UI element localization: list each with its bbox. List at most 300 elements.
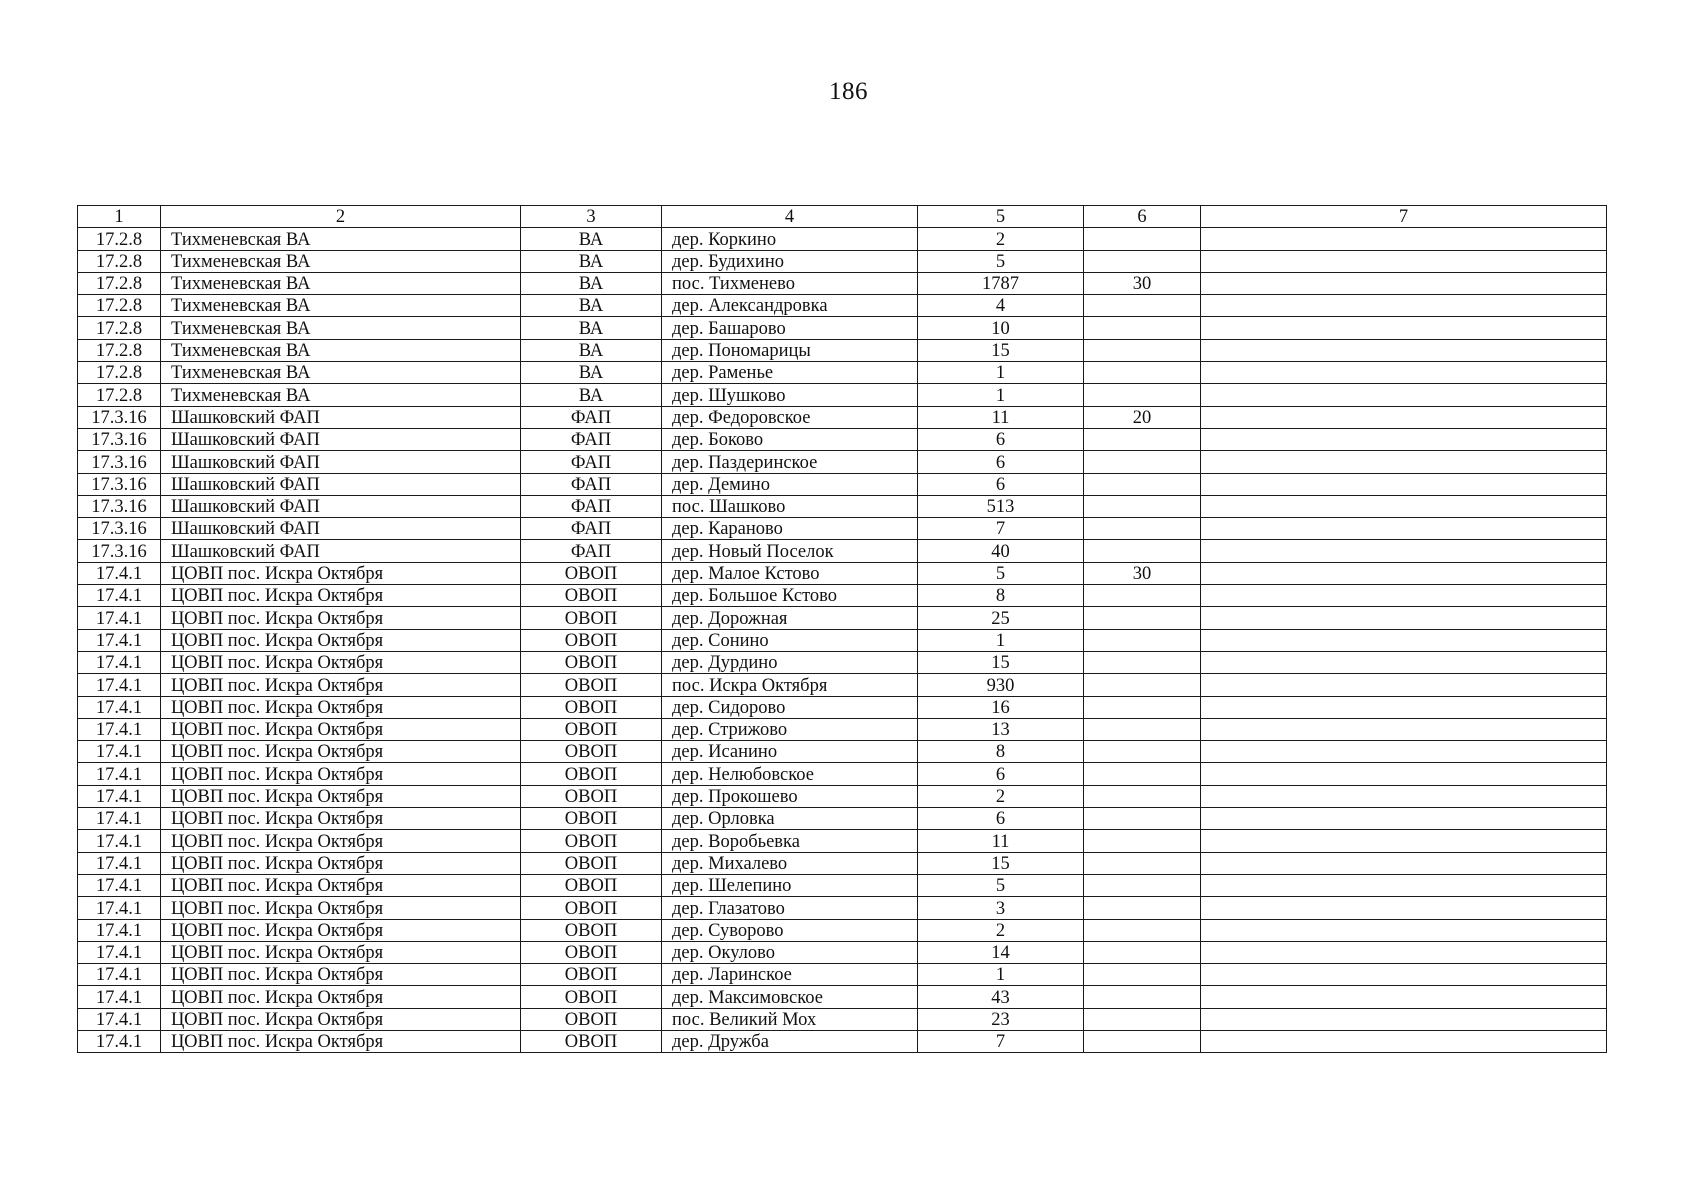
column-header-3: 3 — [521, 206, 662, 228]
row-code-cell: 17.4.1 — [78, 696, 161, 718]
facility-type-cell: ВА — [521, 339, 662, 361]
settlement-name-cell: дер. Стрижово — [662, 718, 918, 740]
settlement-name-cell: дер. Демино — [662, 473, 918, 495]
settlement-name-cell: дер. Большое Кстово — [662, 585, 918, 607]
facility-name-cell: Тихменевская ВА — [161, 362, 521, 384]
table-body — [78, 206, 1607, 1053]
distance-cell — [1084, 830, 1201, 852]
note-cell — [1201, 585, 1607, 607]
table-row — [78, 607, 1607, 629]
facility-type-cell: ФАП — [521, 473, 662, 495]
facility-type-cell: ОВОП — [521, 763, 662, 785]
note-cell — [1201, 718, 1607, 740]
note-cell — [1201, 941, 1607, 963]
distance-cell — [1084, 897, 1201, 919]
facility-name-cell: ЦОВП пос. Искра Октября — [161, 874, 521, 896]
population-cell: 6 — [918, 473, 1084, 495]
note-cell — [1201, 674, 1607, 696]
table-row — [78, 585, 1607, 607]
settlement-name-cell: пос. Тихменево — [662, 272, 918, 294]
facility-type-cell: ОВОП — [521, 941, 662, 963]
row-code-cell: 17.2.8 — [78, 295, 161, 317]
table-row — [78, 250, 1607, 272]
settlement-name-cell: дер. Шелепино — [662, 874, 918, 896]
distance-cell — [1084, 362, 1201, 384]
note-cell — [1201, 1030, 1607, 1052]
facility-name-cell: ЦОВП пос. Искра Октября — [161, 562, 521, 584]
population-cell: 1 — [918, 384, 1084, 406]
population-cell: 14 — [918, 941, 1084, 963]
note-cell — [1201, 763, 1607, 785]
settlements-table — [77, 205, 1607, 1053]
row-code-cell: 17.3.16 — [78, 406, 161, 428]
header-row — [78, 206, 1607, 228]
row-code-cell: 17.4.1 — [78, 562, 161, 584]
row-code-cell: 17.2.8 — [78, 228, 161, 250]
table-row — [78, 562, 1607, 584]
population-cell: 11 — [918, 830, 1084, 852]
settlement-name-cell: дер. Дружба — [662, 1030, 918, 1052]
population-cell: 5 — [918, 874, 1084, 896]
facility-type-cell: ФАП — [521, 518, 662, 540]
facility-name-cell: ЦОВП пос. Искра Октября — [161, 674, 521, 696]
distance-cell — [1084, 473, 1201, 495]
population-cell: 5 — [918, 250, 1084, 272]
table-row — [78, 897, 1607, 919]
distance-cell — [1084, 964, 1201, 986]
row-code-cell: 17.4.1 — [78, 629, 161, 651]
note-cell — [1201, 228, 1607, 250]
population-cell: 2 — [918, 785, 1084, 807]
note-cell — [1201, 540, 1607, 562]
distance-cell — [1084, 919, 1201, 941]
facility-name-cell: Тихменевская ВА — [161, 272, 521, 294]
table-row — [78, 785, 1607, 807]
facility-name-cell: Тихменевская ВА — [161, 295, 521, 317]
settlement-name-cell: дер. Коркино — [662, 228, 918, 250]
distance-cell — [1084, 1008, 1201, 1030]
note-cell — [1201, 272, 1607, 294]
distance-cell — [1084, 1030, 1201, 1052]
row-code-cell: 17.4.1 — [78, 941, 161, 963]
settlement-name-cell: пос. Великий Мох — [662, 1008, 918, 1030]
facility-type-cell: ОВОП — [521, 718, 662, 740]
settlement-name-cell: дер. Башарово — [662, 317, 918, 339]
distance-cell — [1084, 741, 1201, 763]
table-row — [78, 763, 1607, 785]
facility-type-cell: ОВОП — [521, 629, 662, 651]
facility-name-cell: ЦОВП пос. Искра Октября — [161, 718, 521, 740]
settlement-name-cell: дер. Караново — [662, 518, 918, 540]
facility-name-cell: Шашковский ФАП — [161, 428, 521, 450]
note-cell — [1201, 562, 1607, 584]
note-cell — [1201, 428, 1607, 450]
distance-cell: 30 — [1084, 562, 1201, 584]
settlement-name-cell: дер. Глазатово — [662, 897, 918, 919]
facility-type-cell: ВА — [521, 295, 662, 317]
table-row — [78, 964, 1607, 986]
settlement-name-cell: дер. Максимовское — [662, 986, 918, 1008]
row-code-cell: 17.2.8 — [78, 362, 161, 384]
population-cell: 1 — [918, 629, 1084, 651]
facility-type-cell: ОВОП — [521, 830, 662, 852]
facility-type-cell: ОВОП — [521, 785, 662, 807]
row-code-cell: 17.4.1 — [78, 651, 161, 673]
facility-name-cell: ЦОВП пос. Искра Октября — [161, 941, 521, 963]
distance-cell — [1084, 607, 1201, 629]
note-cell — [1201, 406, 1607, 428]
table-row — [78, 941, 1607, 963]
facility-name-cell: ЦОВП пос. Искра Октября — [161, 808, 521, 830]
facility-type-cell: ОВОП — [521, 897, 662, 919]
distance-cell — [1084, 986, 1201, 1008]
table-row — [78, 986, 1607, 1008]
facility-name-cell: ЦОВП пос. Искра Октября — [161, 986, 521, 1008]
distance-cell — [1084, 384, 1201, 406]
table-row — [78, 384, 1607, 406]
table-row — [78, 428, 1607, 450]
table-row — [78, 741, 1607, 763]
settlement-name-cell: пос. Искра Октября — [662, 674, 918, 696]
note-cell — [1201, 830, 1607, 852]
row-code-cell: 17.3.16 — [78, 428, 161, 450]
distance-cell: 30 — [1084, 272, 1201, 294]
row-code-cell: 17.3.16 — [78, 495, 161, 517]
facility-type-cell: ВА — [521, 228, 662, 250]
note-cell — [1201, 986, 1607, 1008]
row-code-cell: 17.2.8 — [78, 272, 161, 294]
settlement-name-cell: дер. Раменье — [662, 362, 918, 384]
distance-cell: 20 — [1084, 406, 1201, 428]
row-code-cell: 17.2.8 — [78, 317, 161, 339]
row-code-cell: 17.4.1 — [78, 785, 161, 807]
facility-name-cell: Тихменевская ВА — [161, 317, 521, 339]
table-row — [78, 852, 1607, 874]
distance-cell — [1084, 874, 1201, 896]
column-header-6: 6 — [1084, 206, 1201, 228]
row-code-cell: 17.4.1 — [78, 763, 161, 785]
facility-name-cell: Шашковский ФАП — [161, 451, 521, 473]
settlement-name-cell: дер. Федоровское — [662, 406, 918, 428]
facility-name-cell: Шашковский ФАП — [161, 518, 521, 540]
table-row — [78, 696, 1607, 718]
row-code-cell: 17.4.1 — [78, 741, 161, 763]
settlement-name-cell: пос. Шашково — [662, 495, 918, 517]
facility-type-cell: ОВОП — [521, 585, 662, 607]
note-cell — [1201, 897, 1607, 919]
settlement-name-cell: дер. Нелюбовское — [662, 763, 918, 785]
column-header-7: 7 — [1201, 206, 1607, 228]
settlement-name-cell: дер. Михалево — [662, 852, 918, 874]
distance-cell — [1084, 540, 1201, 562]
distance-cell — [1084, 696, 1201, 718]
column-header-4: 4 — [662, 206, 918, 228]
settlement-name-cell: дер. Прокошево — [662, 785, 918, 807]
population-cell: 1 — [918, 964, 1084, 986]
distance-cell — [1084, 674, 1201, 696]
distance-cell — [1084, 585, 1201, 607]
table-row — [78, 674, 1607, 696]
population-cell: 513 — [918, 495, 1084, 517]
facility-type-cell: ФАП — [521, 428, 662, 450]
distance-cell — [1084, 518, 1201, 540]
facility-type-cell: ОВОП — [521, 874, 662, 896]
facility-type-cell: ВА — [521, 250, 662, 272]
row-code-cell: 17.4.1 — [78, 674, 161, 696]
population-cell: 11 — [918, 406, 1084, 428]
population-cell: 8 — [918, 585, 1084, 607]
facility-name-cell: Тихменевская ВА — [161, 384, 521, 406]
table-row — [78, 874, 1607, 896]
note-cell — [1201, 250, 1607, 272]
row-code-cell: 17.4.1 — [78, 585, 161, 607]
facility-name-cell: ЦОВП пос. Искра Октября — [161, 763, 521, 785]
table-row — [78, 718, 1607, 740]
distance-cell — [1084, 808, 1201, 830]
population-cell: 3 — [918, 897, 1084, 919]
facility-name-cell: Шашковский ФАП — [161, 473, 521, 495]
settlement-name-cell: дер. Дорожная — [662, 607, 918, 629]
facility-type-cell: ОВОП — [521, 964, 662, 986]
facility-name-cell: ЦОВП пос. Искра Октября — [161, 585, 521, 607]
row-code-cell: 17.4.1 — [78, 1030, 161, 1052]
settlement-name-cell: дер. Паздеринское — [662, 451, 918, 473]
distance-cell — [1084, 629, 1201, 651]
population-cell: 23 — [918, 1008, 1084, 1030]
table-row — [78, 228, 1607, 250]
row-code-cell: 17.4.1 — [78, 964, 161, 986]
table-row — [78, 1030, 1607, 1052]
facility-type-cell: ОВОП — [521, 986, 662, 1008]
population-cell: 4 — [918, 295, 1084, 317]
settlement-name-cell: дер. Сонино — [662, 629, 918, 651]
table-row — [78, 830, 1607, 852]
note-cell — [1201, 495, 1607, 517]
table-row — [78, 651, 1607, 673]
facility-name-cell: ЦОВП пос. Искра Октября — [161, 607, 521, 629]
row-code-cell: 17.3.16 — [78, 518, 161, 540]
facility-name-cell: Шашковский ФАП — [161, 540, 521, 562]
table-row — [78, 473, 1607, 495]
facility-name-cell: Шашковский ФАП — [161, 495, 521, 517]
settlement-name-cell: дер. Будихино — [662, 250, 918, 272]
population-cell: 930 — [918, 674, 1084, 696]
facility-name-cell: ЦОВП пос. Искра Октября — [161, 964, 521, 986]
row-code-cell: 17.4.1 — [78, 874, 161, 896]
distance-cell — [1084, 339, 1201, 361]
population-cell: 13 — [918, 718, 1084, 740]
settlement-name-cell: дер. Ларинское — [662, 964, 918, 986]
note-cell — [1201, 629, 1607, 651]
note-cell — [1201, 874, 1607, 896]
note-cell — [1201, 852, 1607, 874]
settlement-name-cell: дер. Малое Кстово — [662, 562, 918, 584]
page-number: 186 — [829, 78, 868, 105]
population-cell: 16 — [918, 696, 1084, 718]
note-cell — [1201, 473, 1607, 495]
table-row — [78, 339, 1607, 361]
population-cell: 1 — [918, 362, 1084, 384]
facility-type-cell: ВА — [521, 272, 662, 294]
facility-type-cell: ФАП — [521, 406, 662, 428]
distance-cell — [1084, 495, 1201, 517]
note-cell — [1201, 964, 1607, 986]
facility-type-cell: ВА — [521, 362, 662, 384]
settlement-name-cell: дер. Шушково — [662, 384, 918, 406]
note-cell — [1201, 1008, 1607, 1030]
distance-cell — [1084, 250, 1201, 272]
distance-cell — [1084, 941, 1201, 963]
distance-cell — [1084, 317, 1201, 339]
note-cell — [1201, 607, 1607, 629]
population-cell: 15 — [918, 852, 1084, 874]
row-code-cell: 17.2.8 — [78, 339, 161, 361]
settlement-name-cell: дер. Орловка — [662, 808, 918, 830]
facility-type-cell: ОВОП — [521, 651, 662, 673]
column-header-2: 2 — [161, 206, 521, 228]
settlement-name-cell: дер. Дурдино — [662, 651, 918, 673]
note-cell — [1201, 362, 1607, 384]
row-code-cell: 17.2.8 — [78, 384, 161, 406]
facility-name-cell: Тихменевская ВА — [161, 250, 521, 272]
row-code-cell: 17.4.1 — [78, 919, 161, 941]
facility-name-cell: ЦОВП пос. Искра Октября — [161, 651, 521, 673]
distance-cell — [1084, 763, 1201, 785]
population-cell: 40 — [918, 540, 1084, 562]
facility-type-cell: ВА — [521, 317, 662, 339]
facility-type-cell: ОВОП — [521, 562, 662, 584]
facility-name-cell: ЦОВП пос. Искра Октября — [161, 919, 521, 941]
table-row — [78, 629, 1607, 651]
table-row — [78, 406, 1607, 428]
facility-name-cell: ЦОВП пос. Искра Октября — [161, 629, 521, 651]
population-cell: 6 — [918, 428, 1084, 450]
population-cell: 5 — [918, 562, 1084, 584]
table-row — [78, 451, 1607, 473]
facility-name-cell: ЦОВП пос. Искра Октября — [161, 1008, 521, 1030]
population-cell: 10 — [918, 317, 1084, 339]
facility-name-cell: ЦОВП пос. Искра Октября — [161, 830, 521, 852]
settlement-name-cell: дер. Исанино — [662, 741, 918, 763]
note-cell — [1201, 808, 1607, 830]
column-header-1: 1 — [78, 206, 161, 228]
facility-type-cell: ОВОП — [521, 1008, 662, 1030]
note-cell — [1201, 317, 1607, 339]
table-row — [78, 295, 1607, 317]
population-cell: 15 — [918, 651, 1084, 673]
note-cell — [1201, 384, 1607, 406]
note-cell — [1201, 741, 1607, 763]
facility-name-cell: ЦОВП пос. Искра Октября — [161, 897, 521, 919]
facility-type-cell: ОВОП — [521, 808, 662, 830]
table-row — [78, 919, 1607, 941]
note-cell — [1201, 518, 1607, 540]
row-code-cell: 17.4.1 — [78, 986, 161, 1008]
population-cell: 25 — [918, 607, 1084, 629]
facility-type-cell: ОВОП — [521, 1030, 662, 1052]
distance-cell — [1084, 651, 1201, 673]
facility-type-cell: ВА — [521, 384, 662, 406]
facility-name-cell: ЦОВП пос. Искра Октября — [161, 1030, 521, 1052]
table-row — [78, 362, 1607, 384]
facility-type-cell: ОВОП — [521, 607, 662, 629]
settlement-name-cell: дер. Новый Поселок — [662, 540, 918, 562]
distance-cell — [1084, 295, 1201, 317]
settlement-name-cell: дер. Сидорово — [662, 696, 918, 718]
table-row — [78, 540, 1607, 562]
facility-name-cell: ЦОВП пос. Искра Октября — [161, 741, 521, 763]
facility-type-cell: ОВОП — [521, 741, 662, 763]
distance-cell — [1084, 428, 1201, 450]
facility-name-cell: Шашковский ФАП — [161, 406, 521, 428]
population-cell: 7 — [918, 1030, 1084, 1052]
facility-type-cell: ФАП — [521, 451, 662, 473]
table-row — [78, 317, 1607, 339]
facility-type-cell: ФАП — [521, 540, 662, 562]
facility-name-cell: ЦОВП пос. Искра Октября — [161, 785, 521, 807]
population-cell: 15 — [918, 339, 1084, 361]
row-code-cell: 17.4.1 — [78, 607, 161, 629]
facility-type-cell: ФАП — [521, 495, 662, 517]
distance-cell — [1084, 852, 1201, 874]
facility-type-cell: ОВОП — [521, 674, 662, 696]
note-cell — [1201, 785, 1607, 807]
settlement-name-cell: дер. Суворово — [662, 919, 918, 941]
row-code-cell: 17.2.8 — [78, 250, 161, 272]
facility-name-cell: ЦОВП пос. Искра Октября — [161, 696, 521, 718]
settlement-name-cell: дер. Воробьевка — [662, 830, 918, 852]
table-row — [78, 495, 1607, 517]
population-cell: 2 — [918, 919, 1084, 941]
population-cell: 6 — [918, 451, 1084, 473]
row-code-cell: 17.4.1 — [78, 897, 161, 919]
row-code-cell: 17.3.16 — [78, 540, 161, 562]
facility-name-cell: ЦОВП пос. Искра Октября — [161, 852, 521, 874]
distance-cell — [1084, 785, 1201, 807]
settlement-name-cell: дер. Окулово — [662, 941, 918, 963]
row-code-cell: 17.4.1 — [78, 830, 161, 852]
population-cell: 2 — [918, 228, 1084, 250]
table-row — [78, 808, 1607, 830]
row-code-cell: 17.4.1 — [78, 1008, 161, 1030]
population-cell: 7 — [918, 518, 1084, 540]
distance-cell — [1084, 451, 1201, 473]
note-cell — [1201, 451, 1607, 473]
facility-type-cell: ОВОП — [521, 852, 662, 874]
population-cell: 8 — [918, 741, 1084, 763]
facility-name-cell: Тихменевская ВА — [161, 339, 521, 361]
column-header-5: 5 — [918, 206, 1084, 228]
row-code-cell: 17.4.1 — [78, 808, 161, 830]
settlement-name-cell: дер. Пономарицы — [662, 339, 918, 361]
row-code-cell: 17.3.16 — [78, 473, 161, 495]
note-cell — [1201, 339, 1607, 361]
note-cell — [1201, 919, 1607, 941]
table-row — [78, 1008, 1607, 1030]
population-cell: 6 — [918, 763, 1084, 785]
settlement-name-cell: дер. Александровка — [662, 295, 918, 317]
table-row — [78, 518, 1607, 540]
table-row — [78, 272, 1607, 294]
row-code-cell: 17.3.16 — [78, 451, 161, 473]
row-code-cell: 17.4.1 — [78, 852, 161, 874]
settlement-name-cell: дер. Боково — [662, 428, 918, 450]
note-cell — [1201, 696, 1607, 718]
note-cell — [1201, 295, 1607, 317]
population-cell: 1787 — [918, 272, 1084, 294]
note-cell — [1201, 651, 1607, 673]
facility-type-cell: ОВОП — [521, 919, 662, 941]
